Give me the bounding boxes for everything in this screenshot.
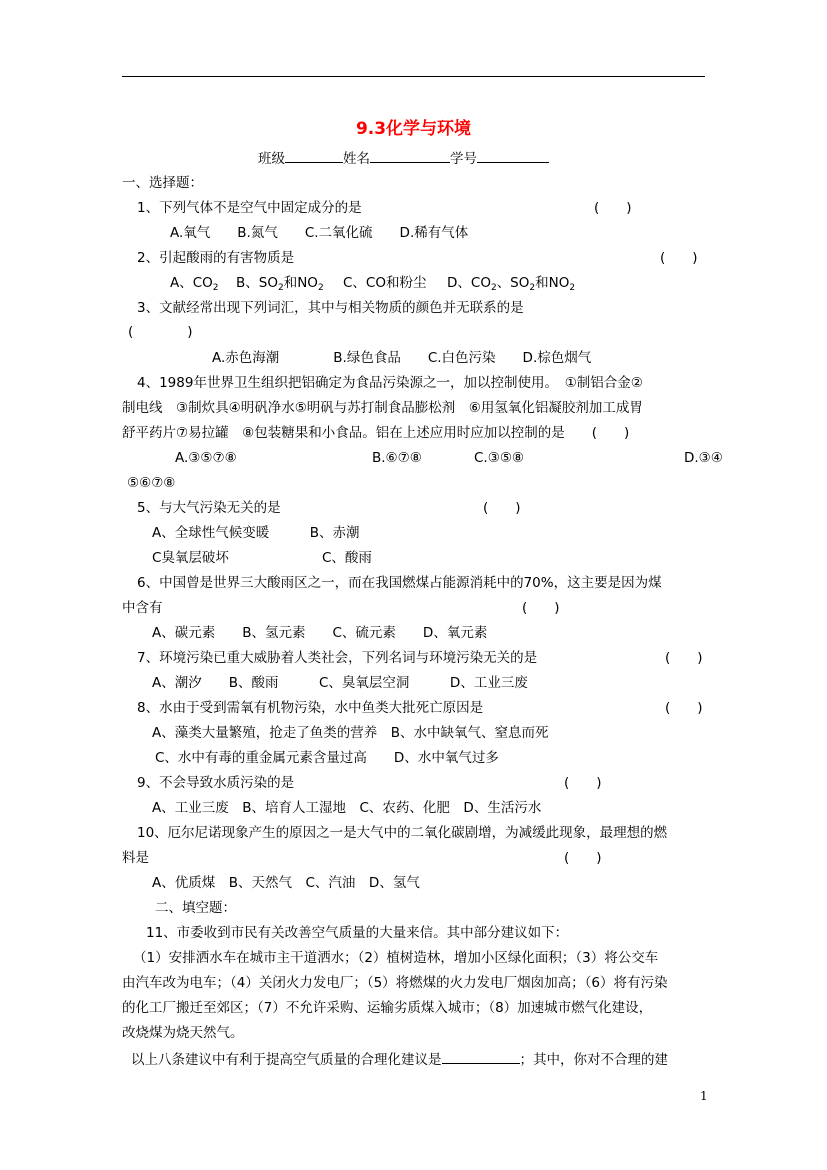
question-5-option-d: C、酸雨 (322, 550, 372, 566)
question-6-options: A、碳元素 B、氢元素 C、硫元素 D、氧元素 (152, 625, 488, 641)
question-2-option-b: B、$SO_2$和$NO_2$ (236, 275, 324, 293)
id-label: 学号 (450, 151, 477, 167)
question-8-answer-paren[interactable]: ( ) (665, 700, 703, 716)
question-2-stem: 2、引起酸雨的有害物质是 (137, 250, 295, 266)
question-5-stem: 5、与大气污染无关的是 (137, 500, 281, 516)
question-5-options-ab: A、全球性气候变暖 B、赤潮 (152, 525, 360, 541)
question-5-answer-paren[interactable]: ( ) (483, 500, 521, 516)
id-blank[interactable] (477, 148, 549, 163)
question-2-option-d: D、$CO_2$、$SO_2$和$NO_2$ (447, 275, 576, 293)
question-2-option-a: A、$CO_2$ (170, 275, 219, 293)
question-2-answer-paren[interactable]: ( ) (660, 250, 698, 266)
question-4-option-b: B.⑥⑦⑧ (372, 450, 422, 466)
question-9-answer-paren[interactable]: ( ) (564, 775, 602, 791)
question-7-answer-paren[interactable]: ( ) (665, 650, 703, 666)
question-10-answer-paren[interactable]: ( ) (564, 850, 602, 866)
question-4-option-d-continued: ⑤⑥⑦⑧ (127, 475, 176, 491)
question-6-line-1: 6、中国曾是世界三大酸雨区之一，而在我国燃煤占能源消耗中的70%，这主要是因为煤 (137, 575, 662, 591)
question-8-options-ab: A、藻类大量繁殖，抢走了鱼类的营养 B、水中缺氧气、窒息而死 (152, 725, 549, 741)
question-2-option-c: C、CO和粉尘 (343, 275, 427, 291)
page-title: 9.3化学与环境 (355, 119, 472, 139)
question-11-line-5: 改烧煤为烧天然气。 (122, 1025, 244, 1041)
question-10-line-2: 料是 (122, 850, 149, 866)
class-blank[interactable] (285, 148, 343, 163)
question-6-line-2: 中含有 (122, 600, 163, 616)
student-info-fields (258, 148, 549, 169)
question-1-answer-paren[interactable]: ( ) (594, 200, 632, 216)
question-4-line-3: 舒平药片⑦易拉罐 ⑧包装糖果和小食品。铝在上述应用时应加以控制的是 ( ) (122, 425, 630, 441)
question-10-options: A、优质煤 B、天然气 C、汽油 D、氢气 (152, 875, 420, 891)
question-3-options: A.赤色海潮 B.绿色食品 C.白色污染 D.棕色烟气 (212, 350, 592, 366)
answer-blank[interactable] (442, 1049, 520, 1064)
question-3-answer-paren[interactable]: ( ) (128, 324, 193, 340)
question-7-options: A、潮汐 B、酸雨 C、臭氧层空洞 D、工业三废 (152, 675, 528, 691)
question-9-stem: 9、不会导致水质污染的是 (137, 775, 295, 791)
question-11-line-3: 由汽车改为电车；（4）关闭火力发电厂；（5）将燃煤的火力发电厂烟囱加高；（6）将有污染 (122, 975, 668, 991)
question-7-stem: 7、环境污染已重大威胁着人类社会，下列名词与环境污染无关的是 (137, 650, 538, 666)
question-8-stem: 8、水由于受到需氧有机物污染，水中鱼类大批死亡原因是 (137, 700, 484, 716)
question-1-stem: 1、下列气体不是空气中固定成分的是 (137, 200, 362, 216)
section-heading-fill-in: 二、填空题： (155, 900, 236, 916)
question-4-option-a: A.③⑤⑦⑧ (175, 450, 237, 466)
question-4-line-2: 制电线 ③制炊具④明矾净水⑤明矾与苏打制食品膨松剂 ⑥用氢氧化铝凝胶剂加工成胃 (122, 400, 643, 416)
page-number: 1 (700, 1089, 708, 1103)
question-10-line-1: 10、厄尔尼诺现象产生的原因之一是大气中的二氧化碳剧增，为减缓此现象，最理想的燃 (137, 825, 668, 841)
question-11-line-2: （1）安排洒水车在城市主干道洒水；（2）植树造林，增加小区绿化面积；（3）将公交车 (133, 950, 659, 966)
question-4-option-d: D.③④ (684, 450, 723, 466)
header-rule (122, 76, 705, 77)
question-4-option-c: C.③⑤⑧ (474, 450, 525, 466)
question-11-line-1: 11、市委收到市民有关改善空气质量的大量来信。其中部分建议如下： (146, 925, 569, 941)
question-11-line-6: 以上八条建议中有利于提高空气质量的合理化建议是 ；其中，你对不合理的建 (131, 1049, 668, 1070)
question-1-options: A.氧气 B.氮气 C.二氧化硫 D.稀有气体 (170, 225, 469, 241)
name-blank[interactable] (370, 148, 450, 163)
question-8-options-cd: C、水中有毒的重金属元素含量过高 D、水中氧气过多 (155, 750, 499, 766)
class-label: 班级 (258, 151, 285, 167)
name-label: 姓名 (343, 151, 370, 167)
question-5-option-c: C臭氧层破坏 (152, 550, 229, 566)
question-4-line-1: 4、1989年世界卫生组织把铝确定为食品污染源之一，加以控制使用。 ①制铝合金② (137, 375, 643, 391)
section-heading-choice: 一、选择题： (122, 175, 203, 191)
question-11-line-4: 的化工厂搬迁至郊区；（7）不允许采购、运输劣质煤入城市；（8）加速城市燃气化建设， (122, 1000, 653, 1016)
question-3-stem: 3、文献经常出现下列词汇，其中与相关物质的颜色并无联系的是 (137, 300, 524, 316)
question-9-options: A、工业三废 B、培育人工湿地 C、农药、化肥 D、生活污水 (152, 800, 542, 816)
question-6-answer-paren[interactable]: ( ) (522, 600, 560, 616)
